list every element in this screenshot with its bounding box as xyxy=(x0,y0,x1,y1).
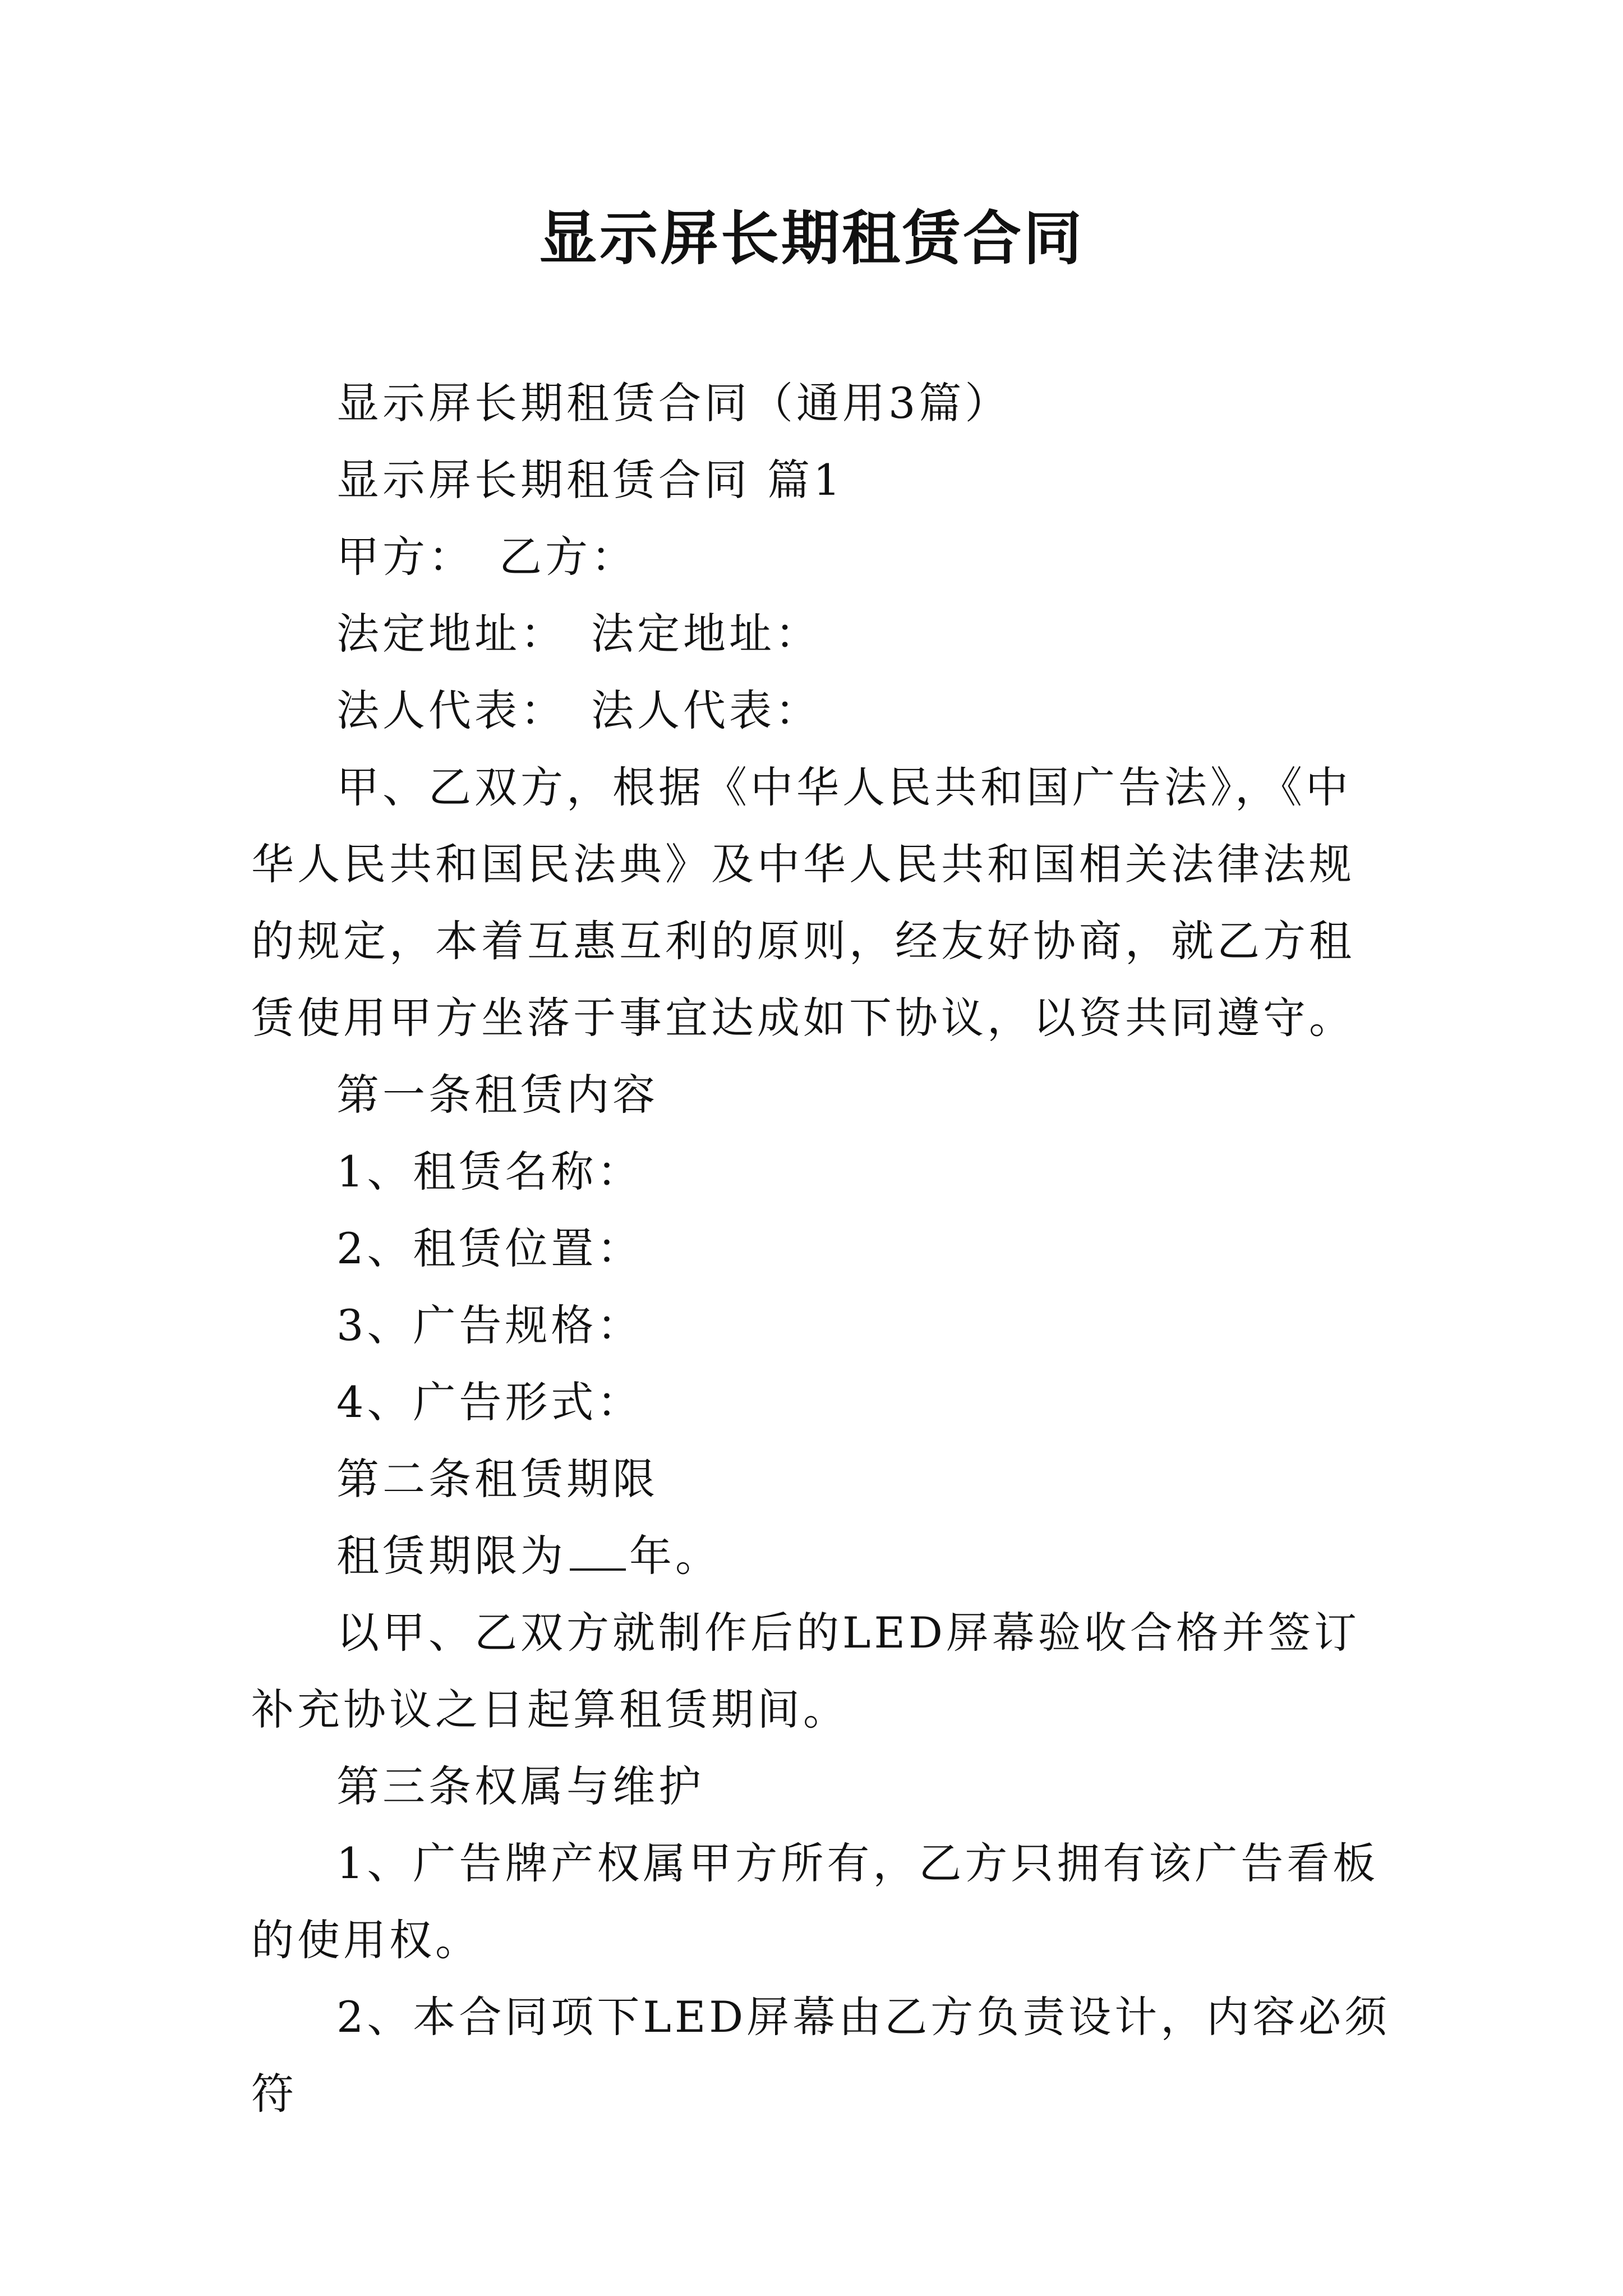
term-paragraph: 以甲、乙双方就制作后的LED屏幕验收合格并签订补充协议之日起算租赁期间。 xyxy=(251,1608,1360,1734)
article1-item-2: 2、租赁位置： xyxy=(336,1223,643,1273)
term-suffix: 年。 xyxy=(629,1531,721,1581)
intro-paragraph: 甲、乙双方，根据《中华人民共和国广告法》，《中华人民共和国民法典》及中华人民共和国相关法律法规的规定，本着互惠互利的原则，经友好协商，就乙方租赁使用甲方坐落于事宜达成如下协议，以资共同遵守。 xyxy=(251,762,1355,1043)
document-title: 显示屏长期租赁合同 xyxy=(538,204,1084,273)
address-line: 法定地址： 法定地址： xyxy=(336,609,821,659)
party-line: 甲方： 乙方： xyxy=(336,532,637,582)
article3-title: 第三条权属与维护 xyxy=(336,1761,704,1811)
article3-item-1: 1、广告牌产权属甲方所有，乙方只拥有该广告看板的使用权。 xyxy=(251,1838,1379,1965)
document-body xyxy=(251,365,1395,2132)
article1-title: 第一条租赁内容 xyxy=(336,1070,658,1120)
term-prefix: 租赁期限为 xyxy=(336,1531,566,1581)
subtitle: 显示屏长期租赁合同（通用3篇） xyxy=(336,378,1011,428)
article1-item-3: 3、广告规格： xyxy=(336,1300,643,1350)
section-title: 显示屏长期租赁合同 篇1 xyxy=(336,455,844,505)
article1-item-4: 4、广告形式： xyxy=(336,1377,643,1427)
term-blank xyxy=(570,1533,626,1571)
term-line xyxy=(251,1517,1395,1594)
article1-item-1: 1、租赁名称： xyxy=(336,1147,643,1197)
article2-title: 第二条租赁期限 xyxy=(336,1454,658,1504)
representative-line: 法人代表： 法人代表： xyxy=(336,685,821,735)
article3-item-2: 2、本合同项下LED屏幕由乙方负责设计，内容必须符 xyxy=(251,1992,1391,2119)
